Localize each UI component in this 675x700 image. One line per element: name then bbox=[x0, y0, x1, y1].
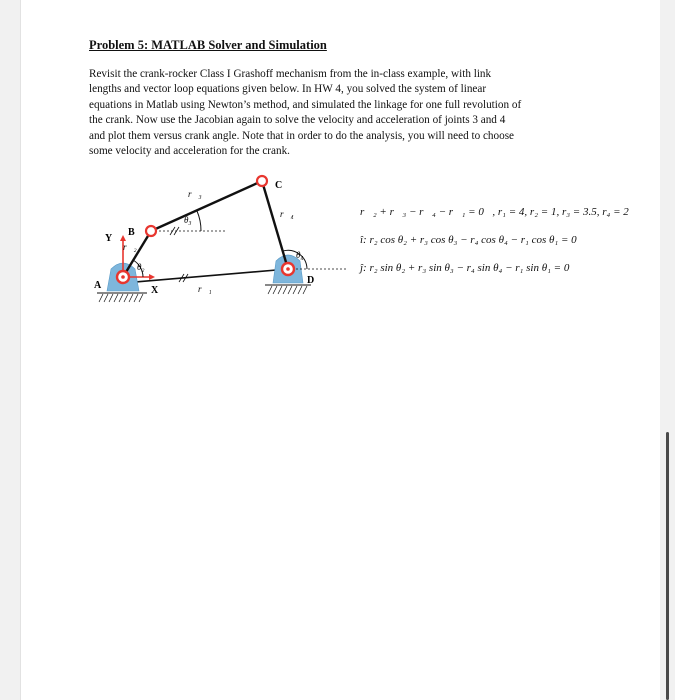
r3-hatch bbox=[170, 227, 175, 235]
ground-hatch-a bbox=[99, 294, 143, 302]
label-theta2: θ₂ bbox=[137, 262, 145, 272]
statement-line: and plot them versus crank angle. Note that in order to do the analysis, you will need to choose bbox=[89, 129, 515, 142]
joint-a-center bbox=[121, 275, 125, 279]
theta3-arc bbox=[197, 211, 201, 231]
statement-line: equations in Matlab using Newton’s method, and simulated the linkage for one full revolution of bbox=[89, 98, 522, 111]
ground-hatch-d bbox=[268, 286, 307, 294]
statement-line: the crank. Now use the Jacobian again to solve the velocity and acceleration of joints 3 and 4 bbox=[89, 114, 506, 127]
ground-link-r1 bbox=[123, 269, 288, 283]
label-b: B bbox=[128, 227, 135, 238]
label-y: Y bbox=[105, 233, 113, 244]
rocker-link-r4 bbox=[262, 181, 288, 269]
y-axis-arrow bbox=[120, 235, 126, 241]
label-r3: r⃗₃ bbox=[188, 189, 202, 199]
statement-line: some velocity and acceleration for the crank. bbox=[89, 145, 290, 158]
scrollbar-thumb[interactable] bbox=[666, 432, 669, 700]
x-axis-arrow bbox=[149, 274, 155, 280]
label-r1: r⃗₁ bbox=[198, 284, 212, 294]
joint-b bbox=[146, 226, 156, 236]
label-x: X bbox=[151, 285, 159, 296]
coupler-link-r3 bbox=[151, 181, 262, 231]
label-r2: r⃗₂ bbox=[123, 242, 137, 252]
mechanism-diagram bbox=[85, 165, 350, 315]
label-a: A bbox=[94, 280, 102, 291]
i-component-equation: î: r₂ cos θ₂ + r₃ cos θ₃ − r₄ cos θ₄ − r₁ cos θ₁ = 0 bbox=[360, 234, 577, 246]
label-r4: r⃗₄ bbox=[280, 209, 294, 219]
label-d: D bbox=[307, 275, 315, 286]
statement-line: lengths and vector loop equations given below. In HW 4, you solved the system of linear bbox=[89, 83, 487, 96]
problem-statement bbox=[89, 67, 589, 159]
label-c: C bbox=[275, 180, 283, 191]
label-theta4: θ₄ bbox=[296, 250, 304, 260]
joint-d-center bbox=[286, 267, 290, 271]
j-component-equation: ĵ: r₂ sin θ₂ + r₃ sin θ₃ − r₄ sin θ₄ − r₁ sin θ₁ = 0 bbox=[360, 262, 570, 274]
page-edge bbox=[20, 0, 21, 700]
label-theta3: θ₃ bbox=[184, 215, 192, 225]
statement-line: Revisit the crank-rocker Class I Grashoff mechanism from the in-class example, with link bbox=[89, 68, 492, 80]
r3-hatch bbox=[174, 227, 179, 235]
problem-title: Problem 5: MATLAB Solver and Simulation bbox=[89, 38, 327, 52]
vector-loop-equation: r⃗₂ + r⃗₃ − r⃗₄ − r⃗₁ = 0⃗, r₁ = 4, r₂ = 1, r₃ = 3.5, r₄ = 2 bbox=[360, 206, 629, 218]
joint-c bbox=[257, 176, 267, 186]
